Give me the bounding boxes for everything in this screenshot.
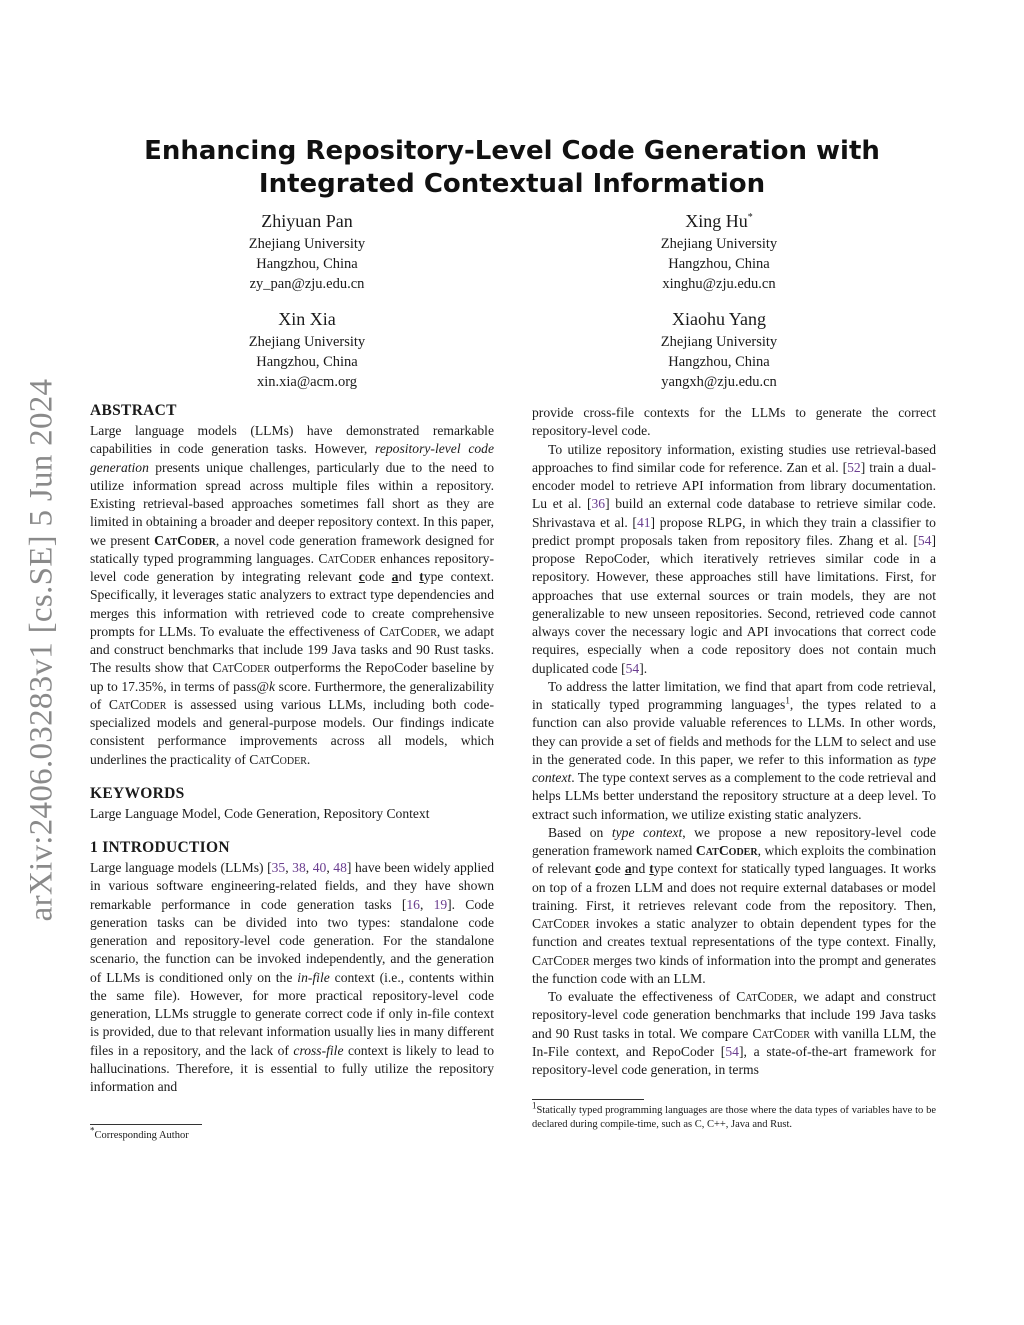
introduction-text: Large language models (LLMs) [35, 38, 40, 48] have been widely applied in various software engineering-related fields, and they have shown remarkable performance in code generation tasks [16, 19]. Code generation tasks can be divided into two types: standalone code generation and repository-level code generation. For the standalone scenario, the function can be invoked independently, and the generation of LLMs is conditioned only on the in-file context (i.e., contents within the same file). However, for more practical repository-level code generation, LLMs struggle to generate correct code if only in-file context is provided, due to that relevant information usually lies in many different files in a repository, and the lack of cross-file context is likely to lead to hallucinations. Therefore, it is essential to fully utilize the repository information and <box>90 860 495 1094</box>
author-name: Zhiyuan Pan <box>261 211 353 231</box>
citation-link[interactable]: 54 <box>725 1043 739 1059</box>
emphasis: type context <box>611 824 683 840</box>
acronym-letter: c <box>595 861 602 877</box>
system-name: CatCoder <box>154 532 216 548</box>
author-affiliation: Zhejiang University <box>248 334 366 350</box>
footnote-marker: 1 <box>785 695 790 706</box>
system-name: CatCoder <box>532 952 590 968</box>
author-affiliation: Zhejiang University <box>660 236 778 252</box>
citation-link[interactable]: 48 <box>333 860 347 875</box>
author-location: Hangzhou, China <box>256 354 358 370</box>
emphasis: repository-level code generation <box>90 441 494 475</box>
system-name: CatCoder <box>736 989 794 1004</box>
acronym-letter: a <box>391 569 399 584</box>
abstract-heading: ABSTRACT <box>90 402 177 419</box>
author-affiliation: Zhejiang University <box>248 236 366 252</box>
citation-link[interactable]: 52 <box>847 459 861 475</box>
acronym-letter: t <box>649 861 654 877</box>
emphasis: cross-file <box>293 1042 344 1058</box>
author-block <box>157 307 457 392</box>
arxiv-stamp-text: arXiv:2406.03283v1 [cs.SE] 5 Jun 2024 <box>23 378 60 922</box>
citation-link[interactable]: 38 <box>292 860 306 875</box>
system-name: CatCoder <box>318 550 376 566</box>
citation-link[interactable]: 16 <box>406 896 420 912</box>
author-email: zy_pan@zju.edu.cn <box>249 276 365 292</box>
acronym-letter: c <box>358 569 365 584</box>
author-block <box>157 209 457 294</box>
abstract-text: Large language models (LLMs) have demonstrated remarkable capabilities in code generation tasks. However, repository-level code generation presents unique challenges, particularly due to the need to utilize information spread across multiple files within a repository. Existing retrieval-based approaches sometimes fall short as they are limited in obtaining a broader and deeper repository context. In this paper, we present CatCoder, a novel code generation framework designed for statically typed programming languages. CatCoder enhances repository-level code generation by integrating relevant code and type context. Specifically, it leverages static analyzers to extract type dependencies and merges this information with retrieved code to create comprehensive prompts for LLMs. To evaluate the effectiveness of CatCoder, we adapt and construct benchmarks that include 199 Java tasks and 90 Rust tasks. The results show that CatCoder outperforms the RepoCoder baseline by up to 17.35%, in terms of pass@k score. Furthermore, the generalizability of CatCoder is assessed using various LLMs, including both code-specialized models and general-purpose models. Our findings indicate consistent performance improvements across all models, which underlines the practicality of CatCoder. <box>90 423 494 767</box>
citation-link[interactable]: 54 <box>917 532 932 548</box>
acronym-letter: a <box>624 861 632 877</box>
citation-link[interactable]: 19 <box>433 896 448 912</box>
footnote-rule <box>90 1124 202 1125</box>
system-name: CatCoder <box>695 843 758 858</box>
paragraph: To evaluate the effectiveness of CatCoder, we adapt and construct repository-level code generation benchmarks that include 199 Java tasks and 90 Rust tasks in total. We compare CatCoder with vanilla LLM, the In-File context, and RepoCoder [54], a state-of-the-art framework for repository-level code generation, in terms <box>532 989 937 1077</box>
author-name: Xing Hu* <box>685 211 753 231</box>
author-location: Hangzhou, China <box>256 256 358 272</box>
author-email: xin.xia@acm.org <box>256 374 358 390</box>
author-name: Xin Xia <box>278 309 336 329</box>
citation-link[interactable]: 54 <box>625 660 640 676</box>
emphasis: k <box>269 678 276 694</box>
arxiv-stamp <box>20 370 64 930</box>
author-affiliation: Zhejiang University <box>660 334 778 350</box>
emphasis: type context <box>532 751 936 785</box>
paragraph: Based on type context, we propose a new repository-level code generation framework named CatCoder, which exploits the combination of relevant code and type context for statically typed languages. It works on top of a frozen LLM and does not require external databases or model training. First, it retrieves relevant code from the repository. Then, CatCoder invokes a static analyzer to obtain dependent types for the function and creates textual representations of the type context. Finally, CatCoder merges two kinds of information into the prompt and generates the function code with an LLM. <box>532 824 936 986</box>
system-name: CatCoder <box>532 916 590 931</box>
footnote-corresponding: *Corresponding Author <box>90 1125 189 1142</box>
acronym-letter: t <box>419 569 424 584</box>
author-email: yangxh@zju.edu.cn <box>661 374 777 390</box>
footnote-rule <box>532 1099 644 1100</box>
introduction-heading: 1 INTRODUCTION <box>90 839 230 856</box>
emphasis: in-file <box>297 969 330 985</box>
right-column <box>532 404 936 1131</box>
system-name: CatCoder <box>752 1025 810 1041</box>
system-name: CatCoder <box>108 696 167 712</box>
citation-link[interactable]: 40 <box>312 860 327 875</box>
keywords-heading: KEYWORDS <box>90 784 185 802</box>
keywords-text: Large Language Model, Code Generation, Repository Context <box>90 805 430 821</box>
system-name: CatCoder <box>212 660 270 676</box>
footnote-static-typing: $^1$Statically typed programming languages are those where the data types of variables have to be declared during compile-time, such as C, C++, Java and Rust. <box>532 1100 936 1130</box>
left-column <box>90 400 494 1143</box>
system-name: CatCoder <box>379 623 437 639</box>
paragraph: To utilize repository information, existing studies use retrieval-based approaches to find similar code for reference. Zan et al. [52] train a dual-encoder model to retrieve API information from library documentation. Lu et al. [36] build an external code database to retrieve similar code. Shrivastava et al. [41] propose RLPG, in which they train a classifier to predict prompt proposals taken from repository files. Zhang et al. [54] propose RepoCoder, which iteratively retrieves similar code in a repository. However, these approaches still have limitations. First, for approaches that use external sources or train models, they are not generalizable to new unseen repositories. Second, retrieved code cannot always cover the necessary logic and API invocations that correct code requires, especially when a code repository does not contain much duplicated code [54]. <box>532 441 936 676</box>
system-name: CatCoder <box>249 751 307 767</box>
citation-link[interactable]: 35 <box>271 860 286 875</box>
author-name: Xiaohu Yang <box>671 309 766 329</box>
citation-link[interactable]: 36 <box>591 496 606 512</box>
author-location: Hangzhou, China <box>668 354 770 370</box>
paper-title: Enhancing Repository-Level Code Generation with Integrated Contextual Information <box>144 136 880 199</box>
paragraph: To address the latter limitation, we find that apart from code retrieval, in statically typed programming languages$^1$, the types related to a function can also provide valuable references to LLMs. In other words, they can provide a set of fields and methods for the LLM to select and use in the generated code. In this paper, we refer to this information as type context. The type context serves as a complement to the code retrieval and helps LLMs better understand the repository structure at a deep level. To extract such information, we utilize existing static analyzers. <box>532 678 937 822</box>
author-block <box>569 307 869 392</box>
author-location: Hangzhou, China <box>668 256 770 272</box>
author-email: xinghu@zju.edu.cn <box>662 276 776 292</box>
author-block <box>569 209 869 294</box>
paragraph: provide cross-file contexts for the LLMs to generate the correct repository-level code. <box>532 405 936 439</box>
citation-link[interactable]: 41 <box>636 514 651 530</box>
